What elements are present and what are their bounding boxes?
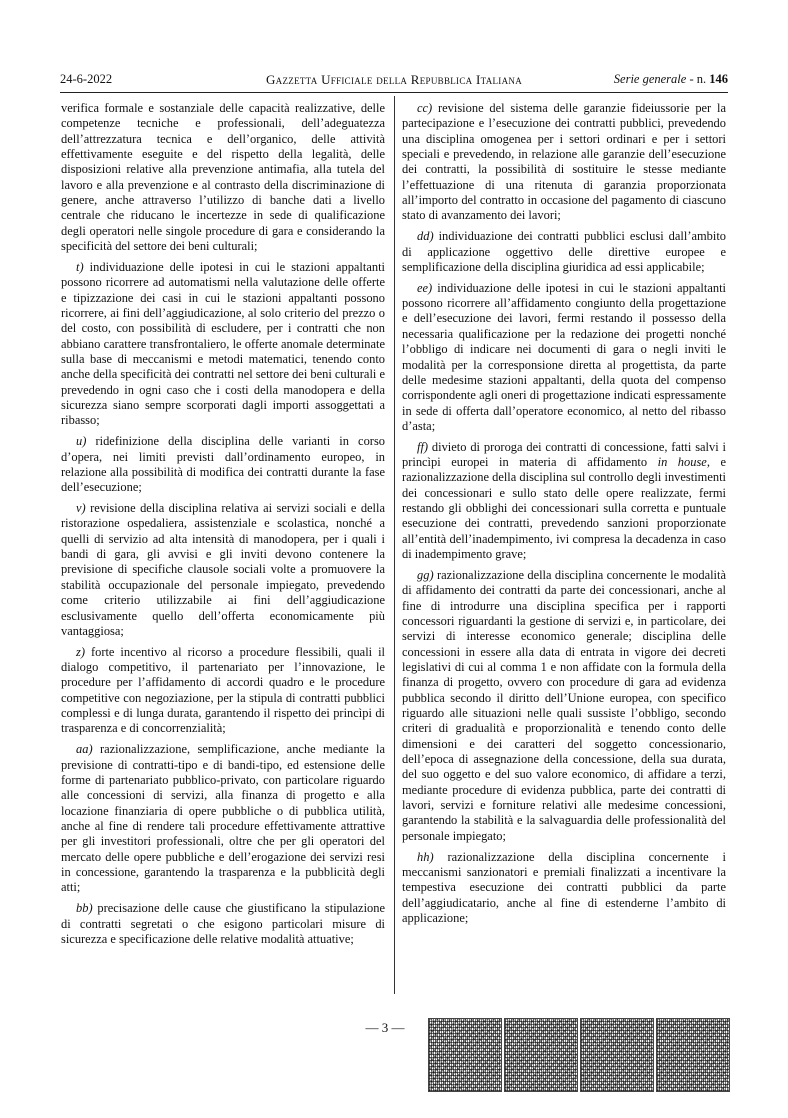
item-text-ff-a: divieto di proroga dei contratti di concessione, fatti salvi i princìpi europei in materia di affidamento (402, 439, 726, 470)
paragraph-hh (402, 850, 726, 927)
page-header (60, 66, 728, 88)
item-text-u: ridefinizione della disciplina delle varianti in corso d’opera, nei limiti previsti dall’ordinamento europeo, in relazione alla possibilità di modifica dei contratti durante la fase dell’esecuzione; (61, 434, 385, 495)
right-column (402, 101, 726, 932)
barcode-1 (428, 1018, 502, 1092)
item-text-ff-b: , e razionalizzazione della disciplina sul controllo degli investimenti dei concessionari e sullo stato delle opere realizzate, fermi restando gli obblighi dei concessionari sulla corretta e puntuale esecuzione dei contratti, prevedendo sanzioni proporzionate all’entità dell’inadempimento, ivi compresa la decadenza in caso di inadempimento grave; (402, 455, 726, 562)
item-text-t: individuazione delle ipotesi in cui le stazioni appaltanti possono ricorrere ad automatismi nella valutazione delle offerte e tipizzazione dei casi in cui le stazioni appaltanti possono ricorrere, ai fini dell’aggiudicazione, al solo criterio del prezzo o del costo, con possibilità di escludere, per i contratti che non abbiano carattere transfrontaliero, le offerte anomale determinate sulla base di meccanismi e metodi matematici, tenendo conto anche della specificità dei contratti nel settore dei beni culturali e prevedendo in ogni caso che i costi della manodopera e della sicurezza siano sempre scorporati dagli importi assoggettati a ribasso; (61, 259, 385, 428)
left-column (61, 101, 385, 953)
paragraph-v (61, 501, 385, 639)
serie-label: Serie generale (613, 72, 687, 86)
paragraph-bb (61, 901, 385, 947)
item-text-dd: individuazione dei contratti pubblici esclusi dall’ambito di applicazione oggettivo delle direttive europee e semplificazione della disciplina giuridica ad essi applicabile; (402, 229, 726, 274)
item-text-bb: precisazione delle cause che giustificano la stipulazione di contratti segretati o che esigono particolari misure di sicurezza e specificazione delle relative modalità attuative; (61, 901, 385, 946)
item-label-ee: ee) (417, 280, 433, 295)
item-label-gg: gg) (417, 567, 434, 582)
item-text-z: forte incentivo al ricorso a procedure flessibili, quali il dialogo competitivo, il partenariato per l’innovazione, le procedure per l’affidamento di accordi quadro e le procedure competitive con negoziazione, per la stipula di contratti pubblici complessi e di lunga durata, garantendo il rispetto dei princìpi di trasparenza e di concorrenzialità; (61, 644, 385, 736)
paragraph-t (61, 260, 385, 429)
item-label-bb: bb) (76, 901, 93, 916)
item-label-ff: ff) (417, 439, 429, 454)
header-rule (60, 92, 728, 93)
item-text-cc: revisione del sistema delle garanzie fideiussorie per la partecipazione e l’esecuzione dei contratti pubblici, prevedendo una disciplina omogenea per i settori ordinari e per i settori speciali e prevedendo, in relazione alle garanzie dell’esecuzione dei contratti, la possibilità di sostituire le stesse mediante l’effettuazione di una ritenuta di garanzia proporzionata all’importo del contratto in occasione del pagamento di ciascuno stato di avanzamento dei lavori; (402, 101, 726, 223)
item-label-aa: aa) (76, 742, 93, 757)
item-label-dd: dd) (417, 229, 434, 244)
paragraph-u (61, 434, 385, 495)
item-text-v: revisione della disciplina relativa ai servizi sociali e della ristorazione ospedaliera, assistenziale e scolastica, nonché a quelli di servizio ad alta intensità di manodopera, per i quali i bandi di gara, gli avvisi e gli inviti devono contenere la previsione di specifiche clausole sociali volte a promuovere la stabilità occupazionale del personale impiegato, prevedendo come criterio utilizzabile ai fini dell’aggiudicazione esclusivamente quello dell’offerta economicamente più vantaggiosa; (61, 501, 385, 638)
paragraph-cc (402, 101, 726, 224)
paragraph-aa (61, 742, 385, 895)
paragraph-ff (402, 440, 726, 563)
item-label-z: z) (76, 644, 85, 659)
item-text-ff-inhouse: in house (657, 455, 707, 470)
item-text-gg: razionalizzazione della disciplina concernente le modalità di affidamento dei contratti da parte dei concessionari, anche al fine di introdurre una disciplina specifica per i rapporti concessori riguardanti la gestione di servizi e, in particolare, dei servizi di interesse economico generale; disciplina delle concessioni in essere alla data di entrata in vigore dei decreti legislativi di cui al comma 1 e non affidate con la formula della finanza di progetto, ovvero con procedure di gara ad evidenza pubblica secondo il diritto dell’Unione europea, con specifico riguardo alle situazioni nelle quali sussiste l’obbligo, secondo criteri di gradualità e proporzionalità e tenendo conto delle dimensioni e dei caratteri del soggetto concessionario, dell’epoca di assegnazione della concessione, della sua durata, del suo oggetto e del suo valore economico, di affidare a terzi, mediante procedure di evidenza pubblica, parte dei contratti di lavori, servizi e forniture relativi alle medesime concessioni, garantendo la stabilità e la salvaguardia delle professionalità del personale impiegato; (402, 567, 726, 843)
item-label-cc: cc) (417, 101, 433, 115)
paragraph-ee (402, 281, 726, 434)
serie-number: 146 (709, 72, 728, 86)
item-text-hh: razionalizzazione della disciplina concernente i meccanismi sanzionatori e premiali finalizzati a incentivare la tempestiva esecuzione dei contratti pubblici da parte dell’aggiudicatario, anche al fine di estenderne l’ambito di applicazione; (402, 849, 726, 926)
barcode-3 (580, 1018, 654, 1092)
item-label-hh: hh) (417, 849, 434, 864)
item-label-v: v) (76, 501, 86, 516)
item-text-aa: razionalizzazione, semplificazione, anche mediante la previsione di contratti-tipo e di bandi-tipo, ed estensione delle forme di partenariato pubblico-privato, con particolare riguardo alle concessioni di servizi, alla finanza di progetto e alla locazione finanziaria di opere pubbliche o di pubblica utilità, anche al fine di rendere tali procedure effettivamente attrattive per gli investitori professionali, oltre che per gli operatori del mercato delle opere pubbliche e dell’erogazione dei servizi resi in concessione, garantendo la trasparenza e la pubblicità degli atti; (61, 742, 385, 895)
page-number: — 3 — (365, 1020, 405, 1035)
item-label-t: t) (76, 259, 84, 274)
item-text-ee: individuazione delle ipotesi in cui le stazioni appaltanti possono ricorrere all’affidamento congiunto della progettazione e dell’esecuzione dei lavori, fermi restando il possesso della necessaria qualificazione per la redazione dei progetti nonché l’obbligo di indicare nei documenti di gara o negli inviti le modalità per la corresponsione diretta al progettista, da parte delle medesime stazioni appaltanti, della quota del compenso corrispondente agli oneri di progettazione indicati espressamente in sede di offerta dall’operatore economico, al netto del ribasso d’asta; (402, 280, 726, 433)
header-serie (614, 72, 728, 87)
serie-sep: - n. (686, 72, 710, 86)
header-title: Gazzetta Ufficiale della Repubblica Italiana (265, 72, 522, 87)
paragraph-continued: verifica formale e sostanziale delle capacità realizzative, delle competenze tecniche e professionali, dell’adeguatezza dell’attrezzatura tecnica e dell’organico, delle attività effettivamente eseguite e del rispetto della legalità, delle disposizioni relative alla prevenzione antimafia, alla tutela del lavoro e alla prevenzione e al contrasto della discriminazione di genere, anche attraverso l’utilizzo di banche dati a livello centrale che riducano le incertezze in sede di qualificazione degli operatori nelle singole procedure di gara e considerando la specificità del settore dei beni culturali; (61, 101, 385, 254)
paragraph-z (61, 645, 385, 737)
barcode-4 (656, 1018, 730, 1092)
paragraph-gg (402, 568, 726, 844)
barcode-2 (504, 1018, 578, 1092)
column-divider (394, 96, 395, 994)
header-date: 24-6-2022 (60, 72, 113, 86)
item-label-u: u) (76, 434, 87, 449)
paragraph-dd (402, 229, 726, 275)
